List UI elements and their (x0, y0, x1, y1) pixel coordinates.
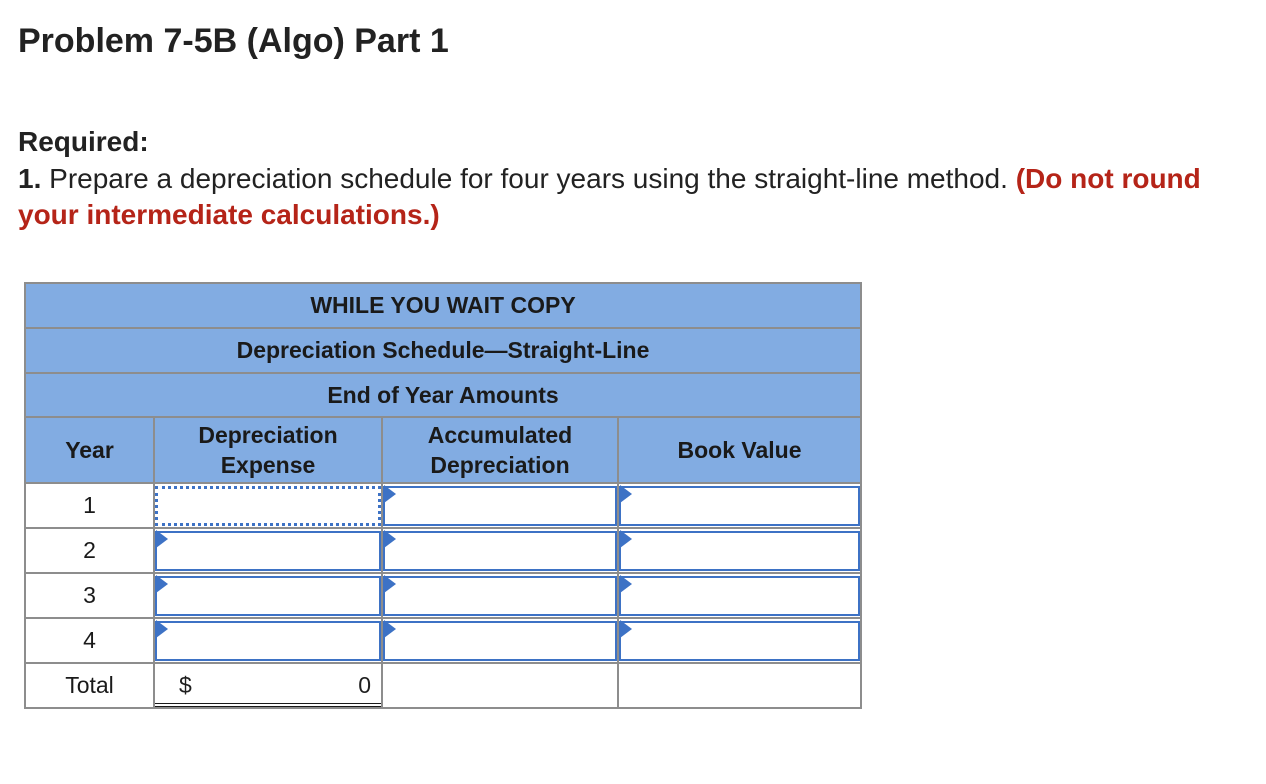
schedule-title: Depreciation Schedule—Straight-Line (25, 328, 861, 373)
accumulated-input-year-2[interactable] (383, 531, 617, 571)
input-marker-icon (156, 530, 168, 548)
input-marker-icon (620, 530, 632, 548)
column-header-expense (154, 417, 382, 483)
total-currency-symbol: $ (179, 672, 192, 698)
accumulated-input-year-4[interactable] (383, 621, 617, 661)
column-header-accum-line1: Accumulated (427, 422, 573, 448)
year-cell: 3 (25, 573, 154, 618)
input-marker-icon (384, 530, 396, 548)
required-heading: Required: (18, 126, 149, 157)
column-header-expense-line1: Depreciation (198, 422, 338, 448)
column-header-year-label: Year (65, 437, 114, 463)
accumulated-cell (382, 573, 618, 618)
table-row (25, 528, 861, 573)
total-label: Total (25, 663, 154, 708)
input-marker-icon (384, 575, 396, 593)
double-underline (155, 703, 381, 707)
expense-input-year-4[interactable] (155, 621, 381, 661)
book-value-input-year-1[interactable] (619, 486, 860, 526)
input-marker-icon (156, 620, 168, 638)
column-header-accum-line2: Depreciation (430, 452, 570, 478)
input-marker-icon (384, 620, 396, 638)
table-row (25, 483, 861, 528)
total-book-value-cell (618, 663, 861, 708)
expense-input-year-1[interactable] (155, 486, 381, 526)
accumulated-input-year-1[interactable] (383, 486, 617, 526)
input-marker-icon (620, 485, 632, 503)
accumulated-cell (382, 618, 618, 663)
accumulated-cell (382, 528, 618, 573)
input-marker-icon (620, 620, 632, 638)
total-accumulated-cell (382, 663, 618, 708)
table-row (25, 618, 861, 663)
input-marker-icon (384, 485, 396, 503)
total-expense-cell (154, 663, 382, 708)
book-value-cell (618, 573, 861, 618)
expense-cell (154, 528, 382, 573)
expense-cell (154, 573, 382, 618)
column-header-book-value (618, 417, 861, 483)
page-title: Problem 7-5B (Algo) Part 1 (18, 22, 449, 60)
expense-input-year-3[interactable] (155, 576, 381, 616)
company-name: WHILE YOU WAIT COPY (25, 283, 861, 328)
accumulated-input-year-3[interactable] (383, 576, 617, 616)
column-header-expense-line2: Expense (220, 452, 316, 478)
total-row (25, 663, 861, 708)
expense-input-year-2[interactable] (155, 531, 381, 571)
book-value-input-year-2[interactable] (619, 531, 860, 571)
book-value-cell (618, 528, 861, 573)
year-cell: 4 (25, 618, 154, 663)
book-value-cell (618, 483, 861, 528)
instruction-number: 1. (18, 163, 42, 194)
instruction-body: Prepare a depreciation schedule for four years using the straight-line method. (49, 163, 1008, 194)
column-header-year (25, 417, 154, 483)
instruction-note: (Do not round your intermediate calculations.) (18, 163, 1201, 230)
depreciation-schedule-table (24, 282, 862, 709)
input-marker-icon (156, 575, 168, 593)
expense-cell (154, 483, 382, 528)
book-value-cell (618, 618, 861, 663)
instruction-text (18, 161, 1258, 233)
year-cell: 2 (25, 528, 154, 573)
book-value-input-year-4[interactable] (619, 621, 860, 661)
total-expense-value: 0 (358, 672, 371, 698)
expense-cell (154, 618, 382, 663)
year-cell: 1 (25, 483, 154, 528)
book-value-input-year-3[interactable] (619, 576, 860, 616)
table-row (25, 573, 861, 618)
column-header-accumulated (382, 417, 618, 483)
accumulated-cell (382, 483, 618, 528)
input-marker-icon (620, 575, 632, 593)
schedule-subtitle: End of Year Amounts (25, 373, 861, 417)
column-header-book-label: Book Value (677, 437, 802, 463)
